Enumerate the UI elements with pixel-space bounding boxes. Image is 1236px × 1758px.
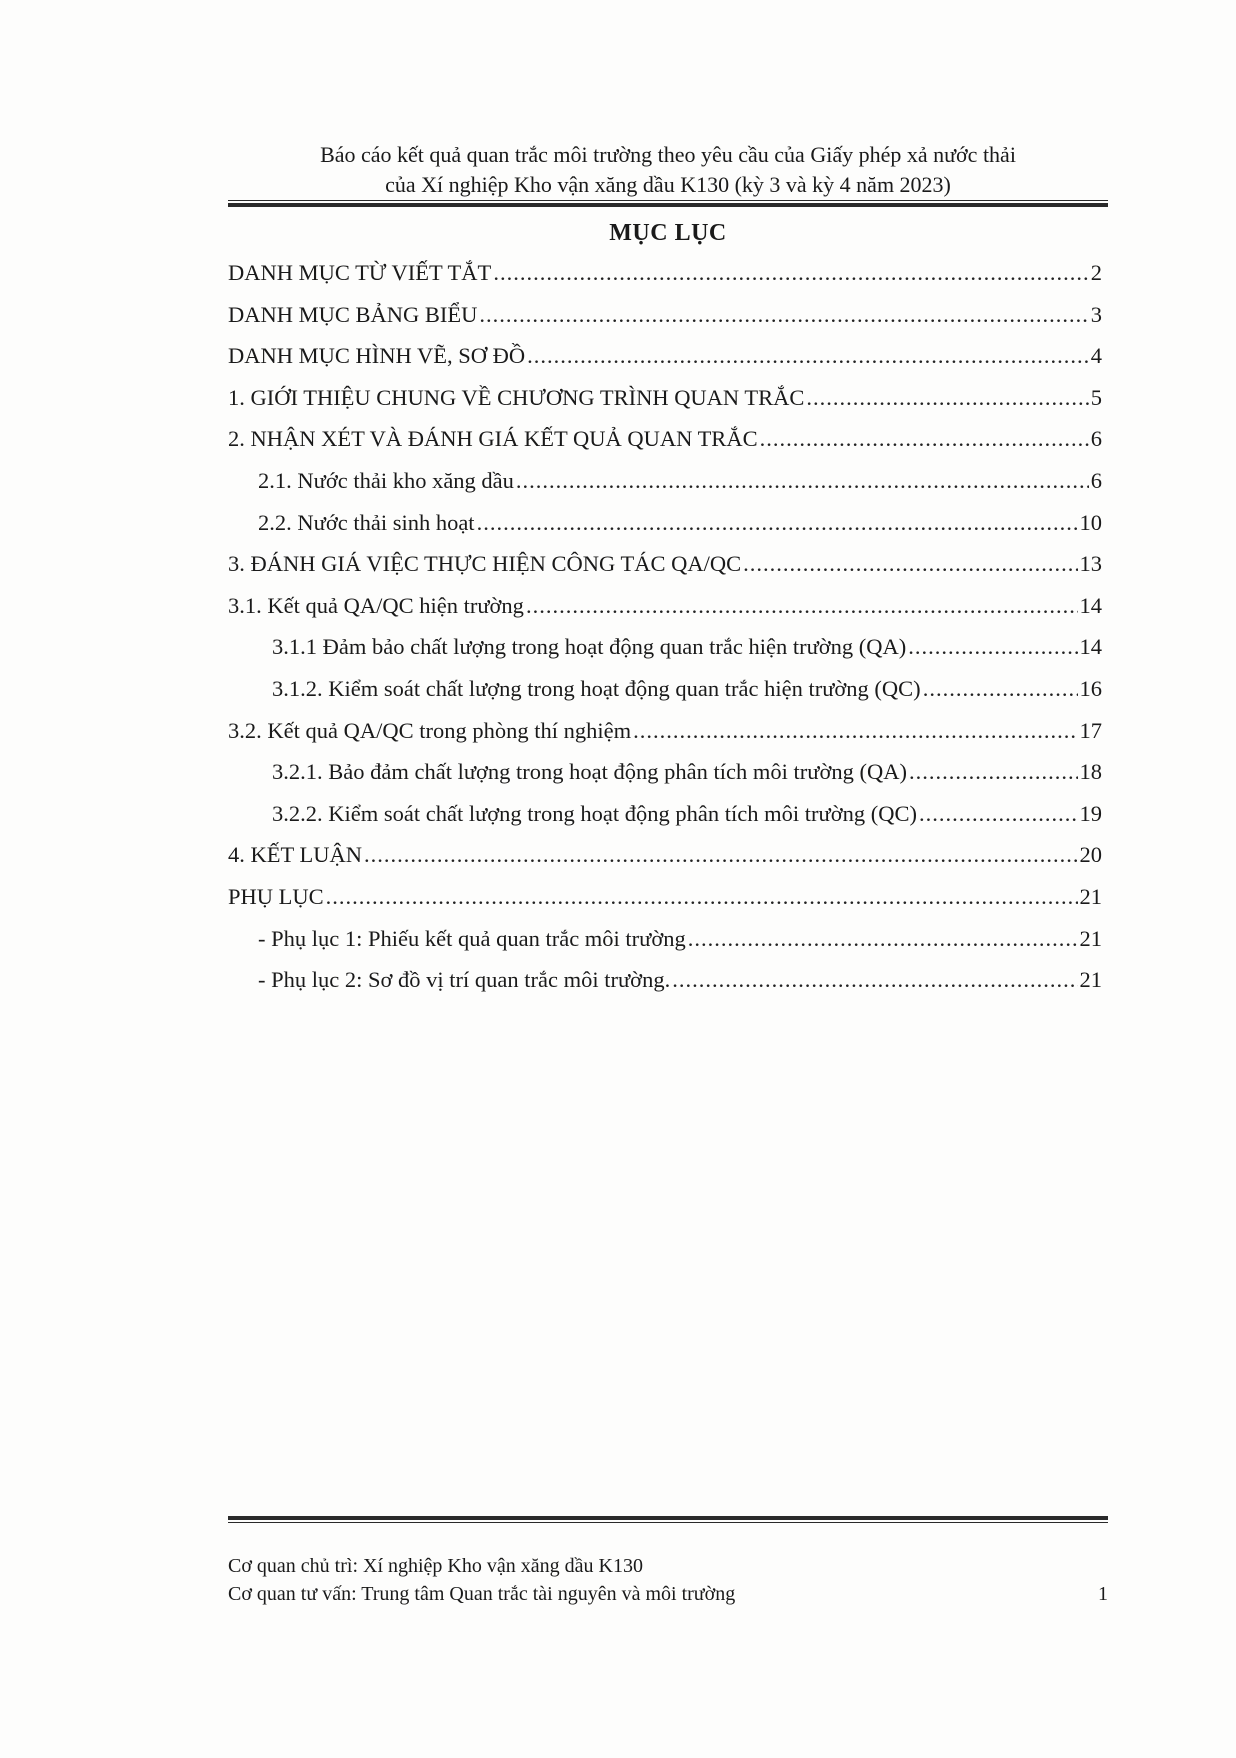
footer-page-number: 1: [1098, 1583, 1108, 1605]
toc-entry-label: DANH MỤC HÌNH VẼ, SƠ ĐỒ: [228, 343, 526, 368]
toc-entry[interactable]: [272, 757, 1102, 787]
toc-entry[interactable]: [228, 341, 1102, 371]
toc-entry-page: 5: [1090, 385, 1102, 410]
toc-entry-label: 3.1.2. Kiểm soát chất lượng trong hoạt động quan trắc hiện trường (QC): [272, 676, 921, 701]
toc-entry-label: 3.1.1 Đảm bảo chất lượng trong hoạt động quan trắc hiện trường (QA): [272, 634, 907, 659]
toc-entry-page: 6: [1090, 426, 1102, 451]
toc-entry-page: 17: [1079, 718, 1102, 743]
toc-entry-label: 3.2. Kết quả QA/QC trong phòng thí nghiệm: [228, 718, 632, 743]
toc-entry[interactable]: [272, 674, 1102, 704]
toc-entry-page: 20: [1079, 842, 1102, 867]
running-footer: [228, 1552, 1108, 1608]
toc-dot-leader: [477, 508, 1078, 538]
toc-entry[interactable]: [258, 965, 1102, 995]
toc-entry[interactable]: [258, 508, 1102, 538]
running-header: [228, 140, 1108, 200]
toc-entry-label: 4. KẾT LUẬN: [228, 842, 362, 867]
toc-entry-page: 13: [1079, 551, 1102, 576]
header-line-2: của Xí nghiệp Kho vận xăng dầu K130 (kỳ 3 và kỳ 4 năm 2023): [385, 172, 951, 197]
toc-entry-page: 2: [1090, 260, 1102, 285]
toc-entry-page: 6: [1090, 468, 1102, 493]
toc-dot-leader: [919, 799, 1078, 829]
footer-consultant: Cơ quan tư vấn: Trung tâm Quan trắc tài nguyên và môi trường: [228, 1583, 736, 1605]
toc-dot-leader: [908, 632, 1077, 662]
toc-entry-page: 21: [1079, 967, 1102, 992]
toc-entry[interactable]: [228, 258, 1102, 288]
toc-dot-leader: [493, 258, 1088, 288]
toc-entry-page: 19: [1079, 801, 1102, 826]
toc-entry-page: 21: [1079, 926, 1102, 951]
toc-entry[interactable]: [258, 924, 1102, 954]
toc-entry[interactable]: [228, 882, 1102, 912]
toc-dot-leader: [326, 882, 1078, 912]
toc-entry-label: DANH MỤC BẢNG BIỂU: [228, 302, 478, 327]
toc-entry[interactable]: [272, 632, 1102, 662]
toc-entry-label: 3.2.2. Kiểm soát chất lượng trong hoạt động phân tích môi trường (QC): [272, 801, 917, 826]
toc-dot-leader: [760, 424, 1089, 454]
toc-entry-label: - Phụ lục 2: Sơ đồ vị trí quan trắc môi trường.: [258, 967, 671, 992]
toc-entry[interactable]: [228, 424, 1102, 454]
toc-entry[interactable]: [258, 466, 1102, 496]
toc-entry-page: 14: [1079, 593, 1102, 618]
toc-entry-page: 16: [1079, 676, 1102, 701]
toc-entry-label: 3.1. Kết quả QA/QC hiện trường: [228, 593, 524, 618]
toc-entry-page: 3: [1090, 302, 1102, 327]
toc-dot-leader: [806, 383, 1088, 413]
header-rule: [228, 200, 1108, 207]
toc-dot-leader: [909, 757, 1078, 787]
header-line-1: Báo cáo kết quả quan trắc môi trường theo yêu cầu của Giấy phép xả nước thải: [320, 142, 1016, 167]
toc-entry[interactable]: [228, 840, 1102, 870]
footer-host: Cơ quan chủ trì: Xí nghiệp Kho vận xăng dầu K130: [228, 1555, 643, 1577]
toc-entry[interactable]: [228, 300, 1102, 330]
toc-entry-label: 2.2. Nước thải sinh hoạt: [258, 510, 475, 535]
toc-dot-leader: [688, 924, 1078, 954]
toc-dot-leader: [526, 591, 1078, 621]
toc-entry[interactable]: [228, 383, 1102, 413]
toc-dot-leader: [743, 549, 1077, 579]
toc-dot-leader: [672, 965, 1077, 995]
toc-entry[interactable]: [228, 716, 1102, 746]
toc-entry[interactable]: [228, 591, 1102, 621]
toc-entry-label: 3.2.1. Bảo đảm chất lượng trong hoạt động phân tích môi trường (QA): [272, 759, 907, 784]
toc-entry-page: 10: [1079, 510, 1102, 535]
toc-dot-leader: [633, 716, 1077, 746]
toc-entry-label: DANH MỤC TỪ VIẾT TẮT: [228, 260, 492, 285]
toc-entry-label: 2. NHẬN XÉT VÀ ĐÁNH GIÁ KẾT QUẢ QUAN TRẮC: [228, 426, 758, 451]
toc-entry-page: 4: [1090, 343, 1102, 368]
toc-entry-page: 14: [1079, 634, 1102, 659]
toc-entry-page: 18: [1079, 759, 1102, 784]
toc-entry-label: 1. GIỚI THIỆU CHUNG VỀ CHƯƠNG TRÌNH QUAN TRẮC: [228, 385, 805, 410]
toc-entry-page: 21: [1079, 884, 1102, 909]
toc-dot-leader: [527, 341, 1089, 371]
toc-entry[interactable]: [272, 799, 1102, 829]
toc-title: MỤC LỤC: [609, 220, 727, 246]
footer-rule: [228, 1516, 1108, 1523]
toc-entry-label: 3. ĐÁNH GIÁ VIỆC THỰC HIỆN CÔNG TÁC QA/QC: [228, 551, 742, 576]
toc-dot-leader: [479, 300, 1088, 330]
toc-dot-leader: [364, 840, 1078, 870]
toc-dot-leader: [516, 466, 1089, 496]
toc-entry-label: PHỤ LỤC: [228, 884, 324, 909]
toc-entry-label: 2.1. Nước thải kho xăng dầu: [258, 468, 514, 493]
toc-entry-label: - Phụ lục 1: Phiếu kết quả quan trắc môi trường: [258, 926, 686, 951]
toc-entry[interactable]: [228, 549, 1102, 579]
toc-dot-leader: [923, 674, 1078, 704]
